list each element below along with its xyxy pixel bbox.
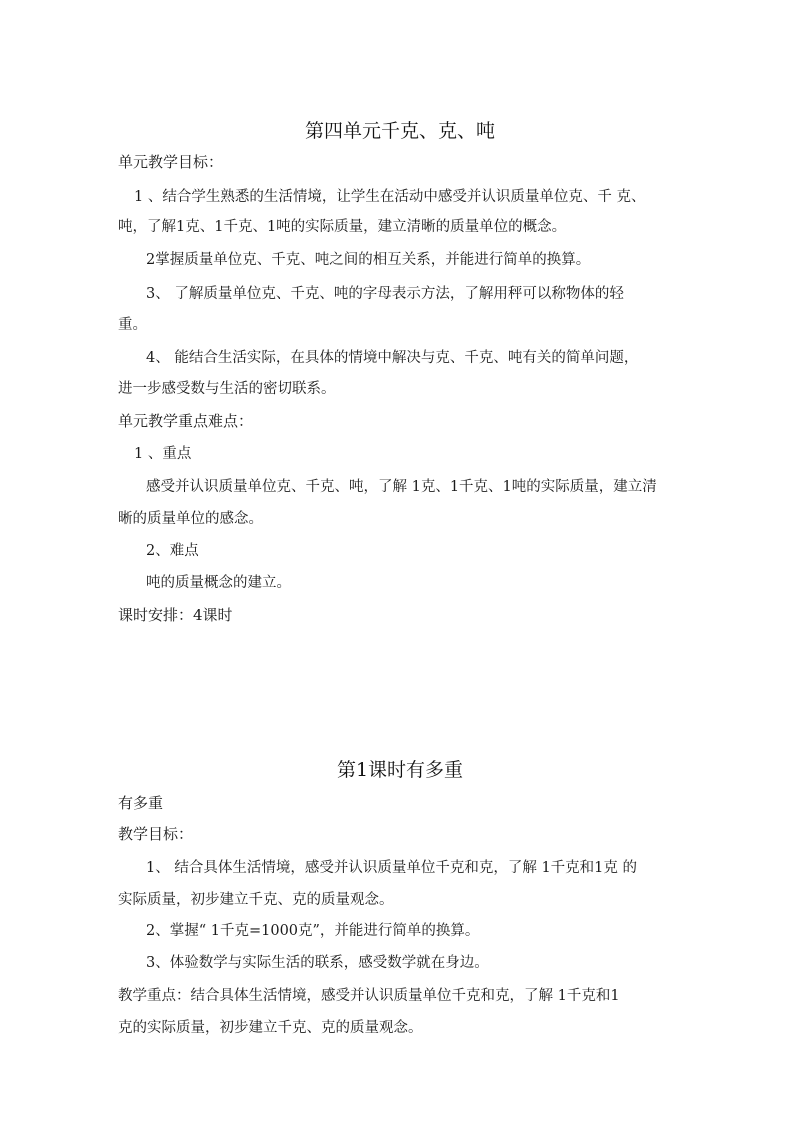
unit-title: 第四单元千克、克、吨 (304, 120, 495, 142)
lesson-key-line-1: 教学重点：结合具体生活情境，感受并认识质量单位千克和克，了解 1千克和1 (118, 988, 620, 1004)
lesson-goals-label: 教学目标： (118, 825, 194, 843)
unit-goal-1-line-1: 1 、结合学生熟悉的生活情境，让学生在活动中感受并认识质量单位克、千 克、 (134, 189, 646, 205)
unit-difficulty-text: 吨的质量概念的建立。 (146, 575, 291, 591)
unit-goal-4-line-1: 4、 能结合生活实际，在具体的情境中解决与克、千克、吨有关的简单问题， (146, 350, 639, 366)
unit-key-point-label: 1 、重点 (134, 446, 192, 462)
lesson-goal-1-line-2: 实际质量，初步建立千克、克的质量观念。 (118, 892, 394, 908)
unit-goal-3-line-1: 3、 了解质量单位克、千克、吨的字母表示方法，了解用秤可以称物体的轻 (146, 286, 624, 302)
unit-goal-4-line-2: 进一步感受数与生活的密切联系。 (118, 381, 336, 397)
unit-goal-2: 2掌握质量单位克、千克、吨之间的相互关系，并能进行简单的换算。 (146, 252, 591, 268)
unit-key-label: 单元教学重点难点： (118, 412, 254, 430)
lesson-key-line-2: 克的实际质量，初步建立千克、克的质量观念。 (118, 1020, 423, 1036)
lesson-subtitle: 有多重 (118, 794, 164, 812)
unit-goal-3-line-2: 重。 (118, 317, 147, 333)
unit-difficulty-label: 2、难点 (146, 543, 199, 559)
unit-schedule: 课时安排：4课时 (118, 606, 233, 624)
unit-goals-label: 单元教学目标： (118, 153, 224, 171)
unit-key-point-line-1: 感受并认识质量单位克、千克、吨，了解 1克、1千克、1吨的实际质量，建立清 (146, 479, 657, 495)
unit-goal-1-line-2: 吨，了解1克、1千克、1吨的实际质量，建立清晰的质量单位的概念。 (118, 219, 567, 235)
unit-key-point-line-2: 晰的质量单位的感念。 (118, 511, 263, 527)
lesson-goal-2: 2、掌握“ 1千克=1000克”，并能进行简单的换算。 (146, 923, 480, 939)
lesson-goal-1-line-1: 1、 结合具体生活情境，感受并认识质量单位千克和克，了解 1千克和1克 的 (146, 860, 638, 876)
lesson-goal-3: 3、体验数学与实际生活的联系，感受数学就在身边。 (146, 955, 489, 971)
lesson-title: 第1课时有多重 (336, 759, 464, 781)
